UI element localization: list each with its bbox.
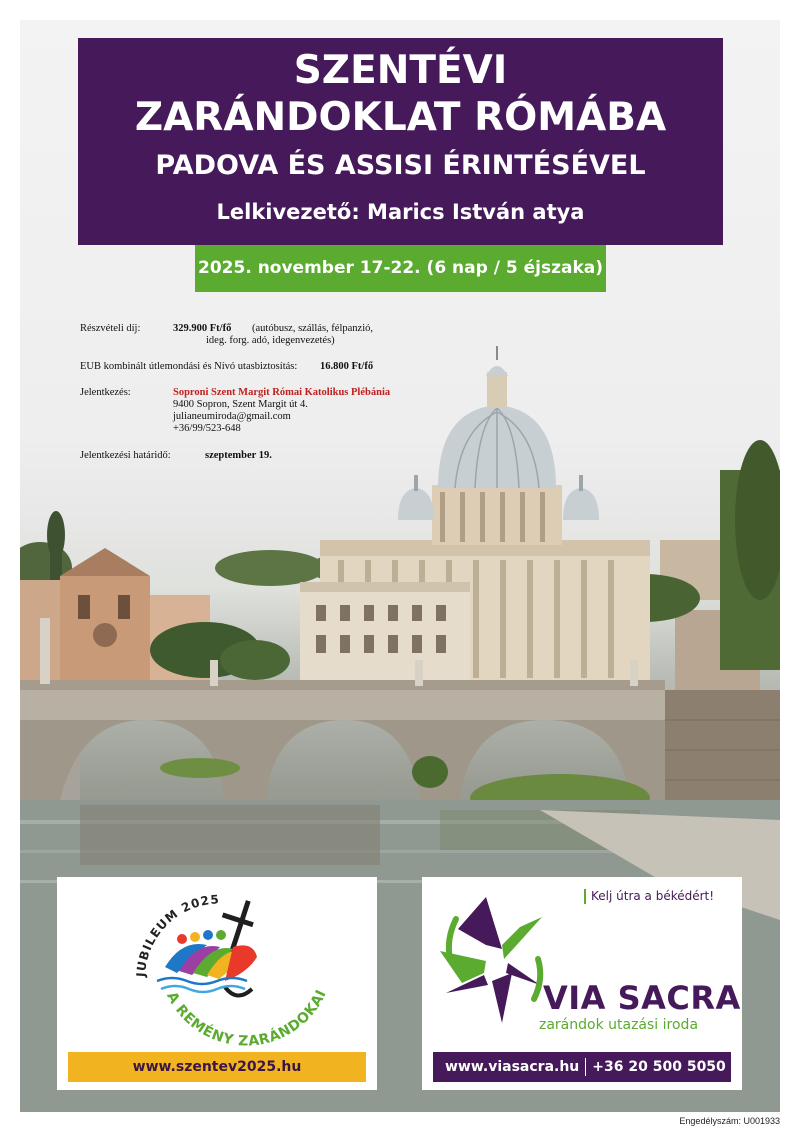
tagline-divider (584, 889, 586, 904)
via-sacra-subtitle: zarándok utazási iroda (539, 1017, 699, 1033)
svg-text:A REMÉNY ZARÁNDOKAI (163, 987, 330, 1047)
title-line-2: ZARÁNDOKLAT RÓMÁBA (134, 95, 667, 140)
insurance-value: 16.800 Ft/fő (320, 361, 374, 372)
title-subtitle: PADOVA ÉS ASSISI ÉRINTÉSÉVEL (155, 150, 646, 181)
title-banner (78, 38, 723, 245)
jubilee-arc-top: JUBILEUM 2025 (133, 892, 221, 978)
jubilee-url-link[interactable]: www.szentev2025.hu (68, 1052, 366, 1082)
price-note-2: ideg. forg. adó, idegenvezetés) (206, 335, 335, 346)
price-value: 329.900 Ft/fő (173, 323, 232, 334)
spiritual-leader: Lelkivezető: Marics István atya (216, 200, 585, 224)
contact-divider (585, 1058, 586, 1076)
via-sacra-phone[interactable]: +36 20 500 5050 (592, 1059, 726, 1075)
jubilee-arc-bottom: A REMÉNY ZARÁNDOKAI (163, 987, 330, 1047)
jubilee-logo-icon (57, 877, 377, 1047)
signup-label: Jelentkezés: (80, 387, 131, 398)
signup-phone: +36/99/523-648 (173, 423, 241, 434)
date-banner: 2025. november 17-22. (6 nap / 5 éjszaka) (195, 245, 606, 292)
price-note-1: (autóbusz, szállás, félpanzió, (252, 323, 373, 334)
price-label: Részvételi díj: (80, 323, 141, 334)
via-sacra-url-link[interactable]: www.viasacra.hu (445, 1059, 580, 1075)
insurance-label: EUB kombinált útlemondási és Nívó utasbiztosítás: (80, 361, 298, 372)
signup-email: julianeumiroda@gmail.com (173, 411, 291, 422)
tagline-text: Kelj útra a békédért! (591, 889, 715, 903)
title-line-1: SZENTÉVI (293, 48, 508, 93)
via-sacra-tagline (584, 889, 714, 904)
signup-address: 9400 Sopron, Szent Margit út 4. (173, 399, 308, 410)
via-sacra-contact-bar (433, 1052, 731, 1082)
permit-number: Engedélyszám: U001933 (679, 1116, 780, 1126)
deadline-label: Jelentkezési határidő: (80, 450, 171, 461)
via-sacra-name: VIA SACRA (543, 979, 741, 1017)
signup-organization: Soproni Szent Margit Római Katolikus Plébánia (173, 387, 391, 398)
deadline-value: szeptember 19. (205, 450, 272, 461)
